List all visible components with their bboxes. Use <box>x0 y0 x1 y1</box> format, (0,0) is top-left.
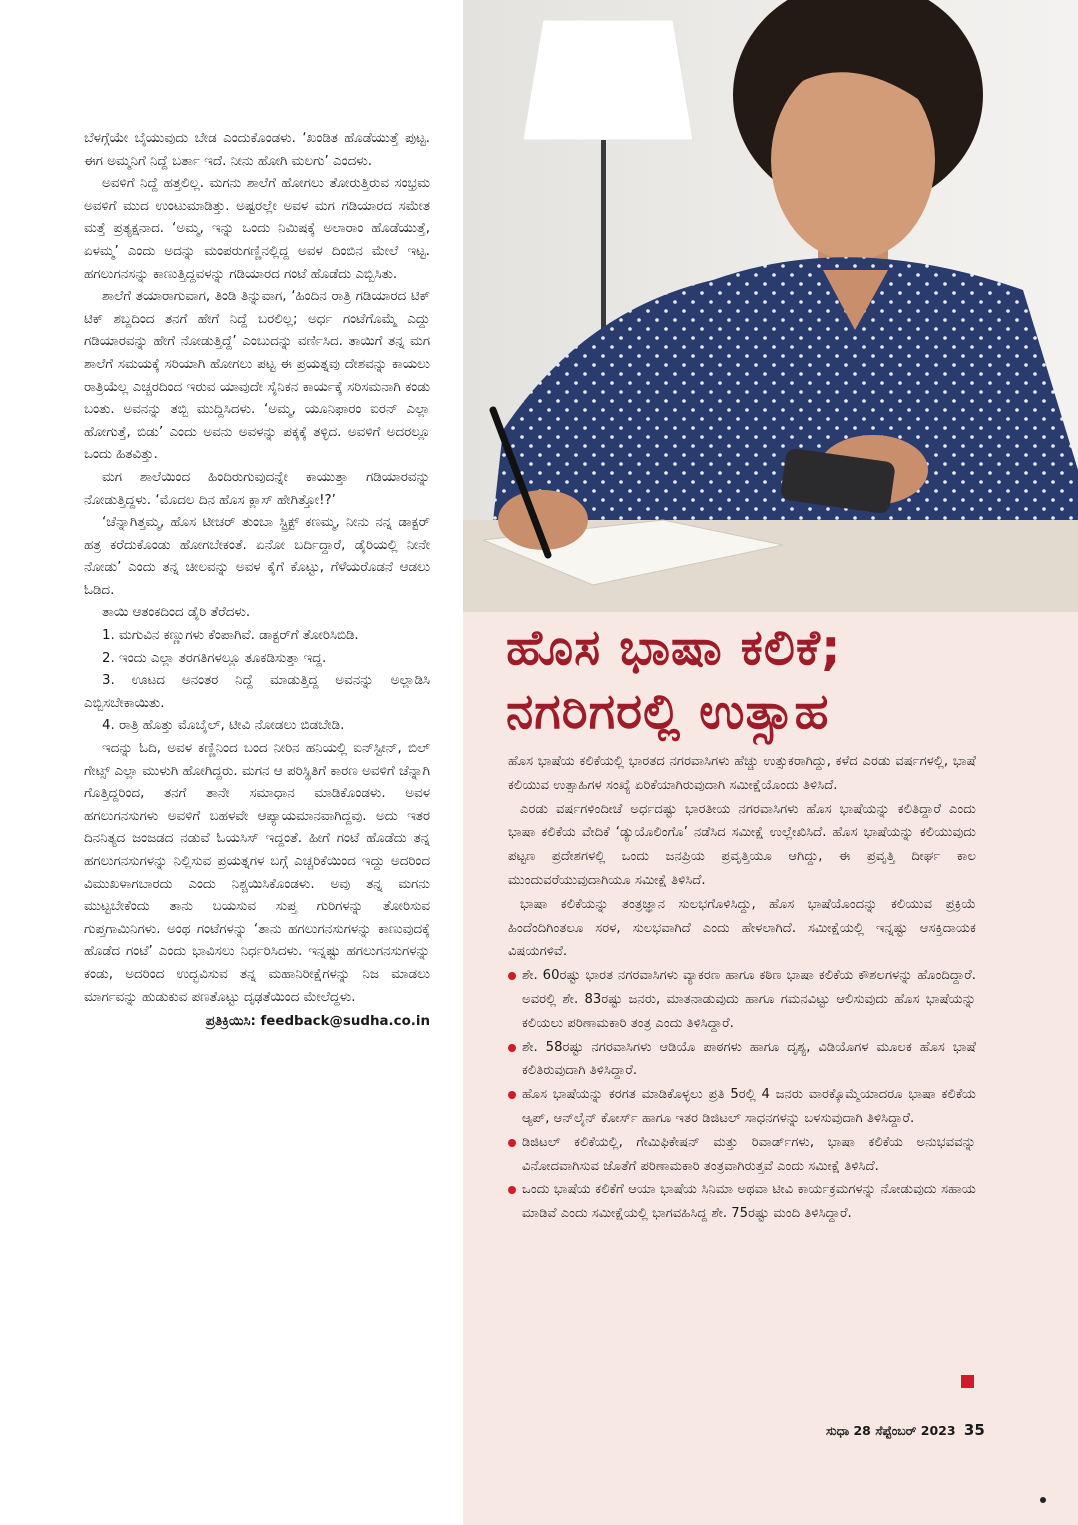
headline-line-2: ನಗರಿಗರಲ್ಲಿ ಉತ್ಸಾಹ <box>506 683 830 740</box>
diary-note: 3. ಊಟದ ಅನಂತರ ನಿದ್ದೆ ಮಾಡುತ್ತಿದ್ದ ಅವನನ್ನು ಅಲ್ಲಾಡಿಸಿ ಎಬ್ಬಿಸಬೇಕಾಯಿತು. <box>84 673 430 711</box>
article-paragraph: ಹೊಸ ಭಾಷೆಯ ಕಲಿಕೆಯಲ್ಲಿ ಭಾರತದ ನಗರವಾಸಿಗಳು ಹೆಚ್ಚು ಉತ್ಸುಕರಾಗಿದ್ದು, ಕಳೆದ ಎರಡು ವರ್ಷಗಳಲ್ಲಿ, ಭಾಷೆ ಕಲಿಯುವ ಉತ್ಸಾಹಿಗಳ ಸಂಖ್ಯೆ ಏರಿಕೆಯಾಗಿರುವುದಾಗಿ ಸಮೀಕ್ಷೆಯೊಂದು ತಿಳಿಸಿದೆ. <box>508 754 976 793</box>
article-body <box>508 750 976 1226</box>
story-paragraph: ಶಾಲೆಗೆ ತಯಾರಾಗುವಾಗ, ತಿಂಡಿ ತಿನ್ನುವಾಗ, ‘ಹಿಂದಿನ ರಾತ್ರಿ ಗಡಿಯಾರದ ಟಿಕ್ ಟಿಕ್ ಶಬ್ದದಿಂದ ತನಗೆ ಹೇಗೆ ನಿದ್ದೆ ಬರಲಿಲ್ಲ; ಅರ್ಧ ಗಂಟೆಗೊಮ್ಮೆ ಎದ್ದು ಗಡಿಯಾರವನ್ನು ಹೇಗೆ ನೋಡುತ್ತಿದ್ದೆ’ ಎಂಬುದನ್ನು ವರ್ಣಿಸಿದ. ತಾಯಿಗೆ ತನ್ನ ಮಗ ಶಾಲೆಗೆ ಸಮಯಕ್ಕೆ ಸರಿಯಾಗಿ ಹೋಗಲು ಪಟ್ಟ ಈ ಪ್ರಯತ್ನವು ದೇಶವನ್ನು ಕಾಯಲು ರಾತ್ರಿಯೆಲ್ಲ ಎಚ್ಚರದಿಂದ ಇರುವ ಯಾವುದೇ ಸೈನಿಕನ ಕಾರ್ಯಕ್ಕೆ ಸರಿಸಮನಾಗಿ ಕಂಡು ಬಂತು. ಅವನನ್ನು ತಬ್ಬಿ ಮುದ್ದಿಸಿದಳು. ‘ಅಮ್ಮ, ಯೂನಿಫಾರಂ ಐರನ್ ಎಲ್ಲಾ ಹೋಗುತ್ತೆ, ಬಿಡು’ ಎಂದು ಅವನು ಅವಳನ್ನು ಪಕ್ಕಕ್ಕೆ ತಳ್ಳಿದ. ಅವಳಿಗೆ ಅದರಲ್ಲೂ ಒಂದು ಹಿತವಿತ್ತು. <box>84 289 430 463</box>
story-paragraph: ಅವಳಿಗೆ ನಿದ್ದೆ ಹತ್ತಲಿಲ್ಲ. ಮಗನು ಶಾಲೆಗೆ ಹೋಗಲು ತೋರುತ್ತಿರುವ ಸಂಭ್ರಮ ಅವಳಿಗೆ ಮುದ ಉಂಟುಮಾಡಿತ್ತು. ಅಷ್ಟರಲ್ಲೇ ಅವಳ ಮಗ ಗಡಿಯಾರದ ಸಮೇತ ಮತ್ತೆ ಪ್ರತ್ಯಕ್ಷನಾದ. ‘ಅಮ್ಮ, ಇನ್ನು ಒಂದು ನಿಮಿಷಕ್ಕೆ ಅಲಾರಾಂ ಹೊಡೆಯುತ್ತೆ, ಏಳಮ್ಮ’ ಎಂದು ಅದನ್ನು ಮಂಪರುಗಣ್ಣಿನಲ್ಲಿದ್ದ ಅವಳ ದಿಂಬಿನ ಮೇಲೆ ಇಟ್ಟ. ಹಗಲುಗನಸನ್ನು ಕಾಣುತ್ತಿದ್ದವಳನ್ನು ಗಡಿಯಾರದ ಗಂಟೆ ಹೊಡೆದು ಎಬ್ಬಿಸಿತು. <box>84 176 430 282</box>
bullet-dot-icon <box>508 972 516 980</box>
article-paragraph: ಭಾಷಾ ಕಲಿಕೆಯನ್ನು ತಂತ್ರಜ್ಞಾನ ಸುಲಭಗೊಳಿಸಿದ್ದು, ಹೊಸ ಭಾಷೆಯೊಂದನ್ನು ಕಲಿಯುವ ಪ್ರಕ್ರಿಯೆ ಹಿಂದೆಂದಿಗಿಂತಲೂ ಸರಳ, ಸುಲಭವಾಗಿದೆ ಎಂದು ಹೇಳಲಾಗಿದೆ. ಸಮೀಕ್ಷೆಯಲ್ಲಿ ಇನ್ನಷ್ಟು ಆಸಕ್ತಿದಾಯಕ ವಿಷಯಗಳಿವೆ. <box>508 896 976 960</box>
bullet-dot-icon <box>508 1186 516 1194</box>
bullet-dot-icon <box>508 1139 516 1147</box>
story-paragraph: ‘ಚೆನ್ನಾಗಿತ್ತಮ್ಮ, ಹೊಸ ಟೀಚರ್ ತುಂಬಾ ಸ್ಟ್ರಿಕ್ಟ್ ಕಣಮ್ಮ, ನೀನು ನನ್ನ ಡಾಕ್ಟರ್ ಹತ್ರ ಕರೆದುಕೊಂಡು ಹೋಗಬೇಕಂತೆ. ಏನೋ ಬರ್ದಿದ್ದಾರೆ, ಡೈರಿಯಲ್ಲಿ ನೀನೇ ನೋಡು’ ಎಂದು ತನ್ನ ಚೀಲವನ್ನು ಅವಳ ಕೈಗೆ ಕೊಟ್ಟು, ಗೆಳೆಯರೊಡನೆ ಆಡಲು ಓಡಿದ. <box>84 515 430 598</box>
story-paragraph: ಬೆಳಗ್ಗೆಯೇ ಬೈಯುವುದು ಬೇಡ ಎಂದುಕೊಂಡಳು. ‘ಖಂಡಿತ ಹೊಡೆಯುತ್ತೆ ಪುಟ್ಟ. ಈಗ ಅಮ್ಮನಿಗೆ ನಿದ್ದೆ ಬರ್ತಾ ಇದೆ. ನೀನು ಹೋಗಿ ಮಲಗು’ ಎಂದಳು. <box>84 131 430 169</box>
crop-mark-icon <box>1040 1497 1046 1503</box>
story-paragraph: ಇದನ್ನು ಓದಿ, ಅವಳ ಕಣ್ಣಿನಿಂದ ಬಂದ ನೀರಿನ ಹನಿಯಲ್ಲಿ ಐನ್‌ಸ್ಟೀನ್, ಬಿಲ್ ಗೇಟ್ಸ್ ಎಲ್ಲಾ ಮುಳುಗಿ ಹೋಗಿದ್ದರು. ಮಗನ ಆ ಪರಿಸ್ಥಿತಿಗೆ ಕಾರಣ ಅವಳಿಗೆ ಚೆನ್ನಾಗಿ ಗೊತ್ತಿದ್ದರಿಂದ, ತನಗೆ ತಾನೇ ಸಮಾಧಾನ ಮಾಡಿಕೊಂಡಳು. ಅವಳ ಹಗಲುಗನಸುಗಳು ಅವಳಿಗೆ ಬಹಳವೇ ಆಪ್ಯಾಯಮಾನವಾಗಿದ್ದವು. ಅದು ಇತರ ದಿನನಿತ್ಯದ ಜಂಜಡದ ನಡುವೆ ಓಯಸಿಸ್ ಇದ್ದಂತೆ. ಹೀಗೆ ಗಂಟೆ ಹೊಡೆದು ತನ್ನ ಹಗಲುಗನಸುಗಳನ್ನು ನಿಲ್ಲಿಸುವ ಪ್ರಯತ್ನಗಳ ಬಗ್ಗೆ ಎಚ್ಚರಿಕೆಯಿಂದ ಇದ್ದು ಅದರಿಂದ ವಿಮುಖಳಾಗಬಾರದು ಎಂದು ನಿಶ್ಚಯಿಸಿಕೊಂಡಳು. ಅವು ತನ್ನ ಮಗನು ಮುಟ್ಟಬೇಕೆಂದು ತಾನು ಬಯಸುವ ಸುಪ್ತ ಗುರಿಗಳನ್ನು ತೋರಿಸುವ ಗುಪ್ತಗಾಮಿನಿಗಳು. ಅಂಥ ಗಂಟೆಗಳನ್ನು ‘ತಾನು ಹಗಲುಗನಸುಗಳನ್ನು ಕಾಣುವುದಕ್ಕೆ ಹೊಡೆದ ಗಂಟೆ’ ಎಂದು ಭಾವಿಸಲು ನಿರ್ಧರಿಸಿದಳು. ಇನ್ನಷ್ಟು ಹಗಲುಗನಸುಗಳನ್ನು ಕಂಡು, ಅದರಿಂದ ಉದ್ಭವಿಸುವ ತನ್ನ ಮಹಾನಿರೀಕ್ಷೆಗಳನ್ನು ನಿಜ ಮಾಡಲು ಮಾರ್ಗವನ್ನು ಹುಡುಕುವ ಪಣತೊಟ್ಟು ದೃಢತೆಯಿಂದ ಮೇಲೆದ್ದಳು. <box>84 741 430 1005</box>
page-footer <box>826 1421 985 1439</box>
feedback-email[interactable]: ಪ್ರತಿಕ್ರಿಯಿಸಿ: feedback@sudha.co.in <box>205 1014 430 1030</box>
list-item: ಹೊಸ ಭಾಷೆಯನ್ನು ಕರಗತ ಮಾಡಿಕೊಳ್ಳಲು ಪ್ರತಿ 5ರಲ್ಲಿ 4 ಜನರು ವಾರಕ್ಕೊಮ್ಮೆಯಾದರೂ ಭಾಷಾ ಕಲಿಕೆಯ ಆ್ಯಪ್, ಆನ್‌ಲೈನ್ ಕೋರ್ಸ್ ಹಾಗೂ ಇತರ ಡಿಜಿಟಲ್ ಸಾಧನಗಳನ್ನು ಬಳಸುವುದಾಗಿ ತಿಳಿಸಿದ್ದಾರೆ. <box>508 1083 976 1131</box>
story-paragraph: ಮಗ ಶಾಲೆಯಿಂದ ಹಿಂದಿರುಗುವುದನ್ನೇ ಕಾಯುತ್ತಾ ಗಡಿಯಾರವನ್ನು ನೋಡುತ್ತಿದ್ದಳು. ‘ಮೊದಲ ದಿನ ಹೊಸ ಕ್ಲಾಸ್ ಹೇಗಿತ್ತೋ!?’ <box>84 469 430 508</box>
woman-writing-photo <box>463 0 1078 612</box>
page-number: 35 <box>963 1421 985 1439</box>
end-of-article-square-icon <box>961 1375 974 1388</box>
list-item: ಶೇ. 58ರಷ್ಟು ನಗರವಾಸಿಗಳು ಆಡಿಯೊ ಪಾಠಗಳು ಹಾಗೂ ದೃಶ್ಯ, ವಿಡಿಯೊಗಳ ಮೂಲಕ ಹೊಸ ಭಾಷೆ ಕಲಿತಿರುವುದಾಗಿ ತಿಳಿಸಿದ್ದಾರೆ. <box>508 1036 976 1084</box>
story-column <box>84 128 430 1034</box>
story-paragraph: ತಾಯಿ ಆತಂಕದಿಂದ ಡೈರಿ ತೆರೆದಳು. <box>102 605 251 621</box>
headline-line-1: ಹೊಸ ಭಾಷಾ ಕಲಿಕೆ; <box>506 619 842 676</box>
bullet-dot-icon <box>508 1091 516 1099</box>
list-item: ಒಂದು ಭಾಷೆಯ ಕಲಿಕೆಗೆ ಆಯಾ ಭಾಷೆಯ ಸಿನಿಮಾ ಅಥವಾ ಟೀವಿ ಕಾರ್ಯಕ್ರಮಗಳನ್ನು ನೋಡುವುದು ಸಹಾಯ ಮಾಡಿವೆ ಎಂದು ಸಮೀಕ್ಷೆಯಲ್ಲಿ ಭಾಗವಹಿಸಿದ್ದ ಶೇ. 75ರಷ್ಟು ಮಂದಿ ತಿಳಿಸಿದ್ದಾರೆ. <box>508 1178 976 1226</box>
list-item: ಶೇ. 60ರಷ್ಟು ಭಾರತ ನಗರವಾಸಿಗಳು ವ್ಯಾಕರಣ ಹಾಗೂ ಕಠಿಣ ಭಾಷಾ ಕಲಿಕೆಯ ಕೌಶಲಗಳನ್ನು ಹೊಂದಿದ್ದಾರೆ. ಅವರಲ್ಲಿ ಶೇ. 83ರಷ್ಟು ಜನರು, ಮಾತನಾಡುವುದು ಹಾಗೂ ಗಮನವಿಟ್ಟು ಆಲಿಸುವುದು ಹೊಸ ಭಾಷೆಯನ್ನು ಕಲಿಯಲು ಪರಿಣಾಮಕಾರಿ ತಂತ್ರ ಎಂದು ತಿಳಿಸಿದ್ದಾರೆ. <box>508 964 976 1035</box>
article-paragraph: ಎರಡು ವರ್ಷಗಳಿಂದೀಚೆ ಅರ್ಧದಷ್ಟು ಭಾರತೀಯ ನಗರವಾಸಿಗಳು ಹೊಸ ಭಾಷೆಯನ್ನು ಕಲಿತಿದ್ದಾರೆ ಎಂದು ಭಾಷಾ ಕಲಿಕೆಯ ವೇದಿಕೆ ‘ಡ್ಯುಯೊಲಿಂಗೊ’ ನಡೆಸಿದ ಸಮೀಕ್ಷೆ ಉಲ್ಲೇಖಿಸಿದೆ. ಹೊಸ ಭಾಷೆಯನ್ನು ಕಲಿಯುವುದು ಪಟ್ಟಣ ಪ್ರದೇಶಗಳಲ್ಲಿ ಒಂದು ಜನಪ್ರಿಯ ಪ್ರವೃತ್ತಿಯೂ ಆಗಿದ್ದು, ಈ ಪ್ರವೃತ್ತಿ ದೀರ್ಘ ಕಾಲ ಮುಂದುವರೆಯುವುದಾಗಿಯೂ ಸಮೀಕ್ಷೆ ತಿಳಿಸಿದೆ. <box>508 801 976 888</box>
article-headline <box>506 616 1026 744</box>
footer-issue: ಸುಧಾ 28 ಸೆಪ್ಟೆಂಬರ್ 2023 <box>826 1423 956 1438</box>
diary-note: 1. ಮಗುವಿನ ಕಣ್ಣುಗಳು ಕೆಂಪಾಗಿವೆ. ಡಾಕ್ಟರ್‌ಗೆ ತೋರಿಸಿಬಿಡಿ. <box>102 628 359 644</box>
diary-note: 4. ರಾತ್ರಿ ಹೊತ್ತು ಮೊಬೈಲ್, ಟೀವಿ ನೋಡಲು ಬಿಡಬೇಡಿ. <box>102 718 345 734</box>
survey-findings-list <box>508 964 976 1226</box>
diary-note: 2. ಇಂದು ಎಲ್ಲಾ ತರಗತಿಗಳಲ್ಲೂ ತೂಕಡಿಸುತ್ತಾ ಇದ್ದ. <box>102 650 327 666</box>
list-item: ಡಿಜಿಟಲ್ ಕಲಿಕೆಯಲ್ಲಿ, ಗೇಮಿಫಿಕೇಷನ್ ಮತ್ತು ರಿವಾರ್ಡ್‌ಗಳು, ಭಾಷಾ ಕಲಿಕೆಯ ಅನುಭವವನ್ನು ವಿನೋದವಾಗಿಸುವ ಜೊತೆಗೆ ಪರಿಣಾಮಕಾರಿ ತಂತ್ರವಾಗಿರುತ್ತವೆ ಎಂದು ಸಮೀಕ್ಷೆ ತಿಳಿಸಿದೆ. <box>508 1131 976 1179</box>
bullet-dot-icon <box>508 1044 516 1052</box>
